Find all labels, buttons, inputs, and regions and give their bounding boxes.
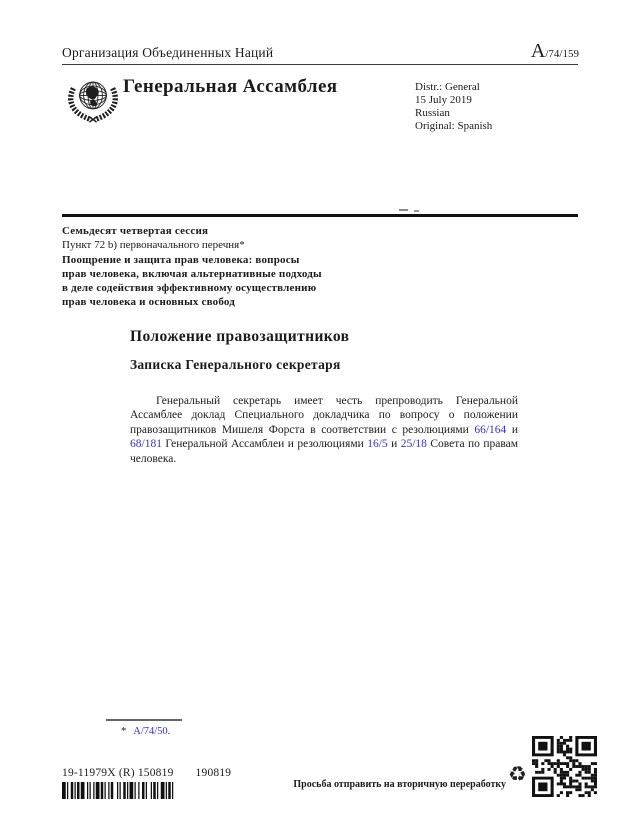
org-name: Организация Объединенных Наций <box>62 45 274 60</box>
footnote-separator <box>106 719 182 721</box>
header-thin-rule <box>62 64 578 65</box>
date-line: 15 July 2019 <box>415 93 472 106</box>
barcode <box>62 782 185 799</box>
agenda-subject: Поощрение и защита прав человека: вопросы прав человека, включая альтернативные подходы в деле содействия эффективному осуществлению прав человека и основных свобод <box>62 253 322 309</box>
qr-code-icon <box>532 736 597 797</box>
report-title: Положение правозащитников <box>130 328 350 345</box>
paragraph-text: Совета по правам человека. <box>130 438 519 465</box>
scan-artifact <box>414 210 419 212</box>
resolution-link-66-164[interactable]: 66/164 <box>474 423 507 436</box>
footnote-marker: * <box>121 726 127 737</box>
job-number-text: 19-11979X (R) 150819 <box>62 767 174 779</box>
session-block <box>62 224 324 310</box>
resolution-link-16-5[interactable]: 16/5 <box>367 438 388 451</box>
report-subtitle: Записка Генерального секретаря <box>130 357 341 372</box>
language-line: Russian <box>415 106 450 119</box>
resolution-link-68-181[interactable]: 68/181 <box>130 438 162 451</box>
un-emblem-icon <box>66 74 120 124</box>
agenda-item: Пункт 72 b) первоначального перечня* <box>62 239 245 252</box>
footnote <box>121 726 170 737</box>
paragraph-text: и <box>387 438 401 451</box>
distr-line: Distr.: General <box>415 81 480 93</box>
distribution-block <box>415 81 492 133</box>
document-symbol-number: /74/159 <box>545 48 579 60</box>
document-symbol <box>531 40 579 63</box>
paragraph-text: и <box>506 423 518 436</box>
report-paragraph <box>130 394 518 467</box>
document-symbol-letter: A <box>530 40 546 62</box>
header-thick-rule <box>62 214 578 217</box>
scan-artifact <box>399 209 408 211</box>
recycle-instruction: Просьба отправить на вторичную переработку <box>293 779 506 790</box>
original-language-line: Original: Spanish <box>415 119 493 132</box>
paragraph-text: Генеральной Ассамблеи и резолюциями <box>161 438 368 451</box>
resolution-link-25-18[interactable]: 25/18 <box>400 438 427 451</box>
assembly-title: Генеральная Ассамблея <box>123 76 338 97</box>
recycle-icon: ♻ <box>508 762 527 786</box>
reissue-date: 190819 <box>195 767 232 779</box>
job-number <box>62 767 231 779</box>
session-title: Семьдесят четвертая сессия <box>62 225 209 237</box>
footnote-link[interactable]: A/74/50 <box>133 726 168 737</box>
paragraph-text: Генеральный секретарь имеет честь препроводить Генеральной Ассамблее доклад Специального докладчика по вопросу о положении правозащитников Мишеля Форста в соответствии с резолюциями <box>130 394 518 436</box>
footnote-suffix: . <box>167 726 171 737</box>
